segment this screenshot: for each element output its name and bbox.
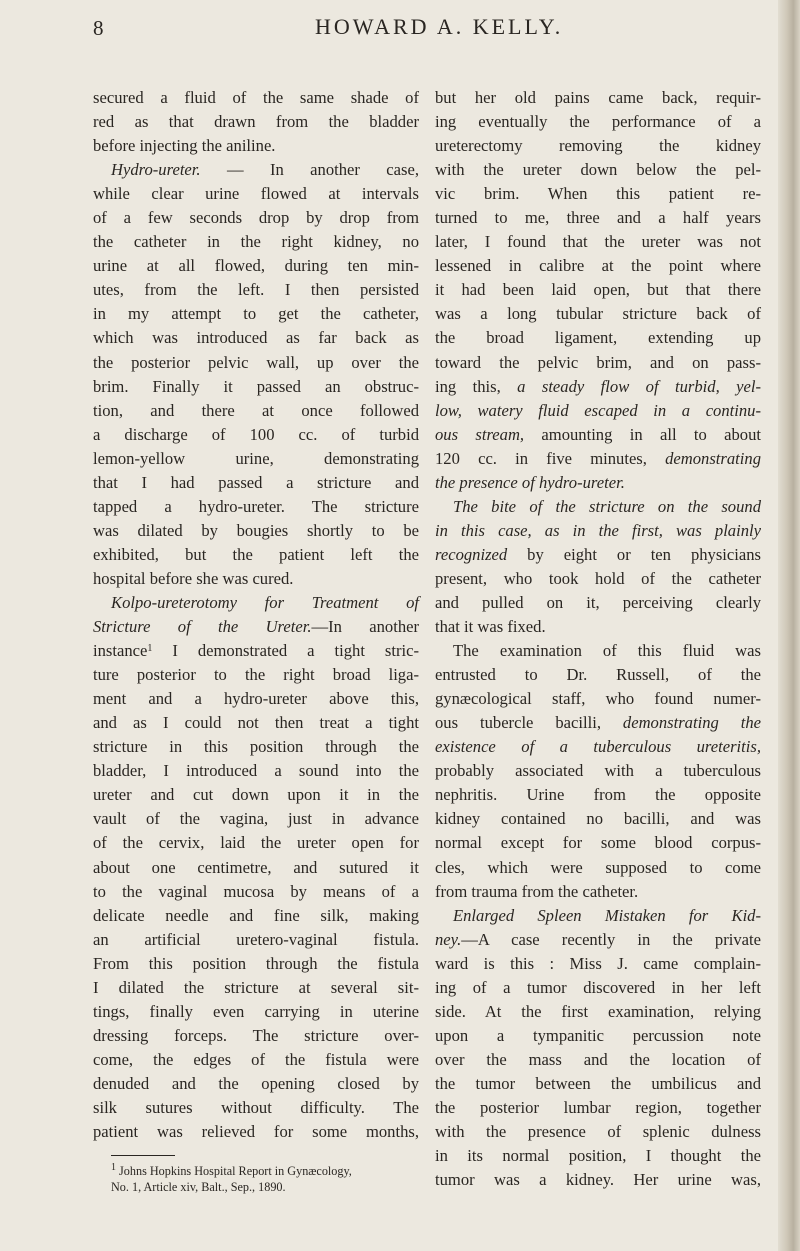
section-heading-enlarged-spleen: Enlarged Spleen Mistaken for Kid- <box>453 905 761 925</box>
left-line: tapped a hydro-ureter. The stricture <box>93 496 419 516</box>
right-line: later, I found that the ureter was not <box>435 232 761 252</box>
italic-phrase: recognized <box>435 544 508 564</box>
right-line: gynæcological staff, who found numer- <box>435 689 761 709</box>
italic-phrase: ous stream, <box>435 424 525 444</box>
section-heading-enlarged-spleen: ney. <box>435 929 462 949</box>
right-line: ing eventually the performance of a <box>435 112 761 132</box>
left-column <box>93 86 419 1144</box>
left-line: instance$^1$ I demonstrated a tight stric- <box>93 641 419 661</box>
left-line: Stricture of the Ureter.—In another <box>93 617 420 637</box>
page-number: 8 <box>93 16 105 40</box>
section-heading-hydro-ureter: Hydro-ureter. <box>111 160 201 180</box>
right-line: ney.—A case recently in the private <box>435 929 761 949</box>
left-line: tion, and there at once followed <box>93 400 419 420</box>
right-line: ous stream, amounting in all to about <box>435 424 761 444</box>
right-line: vic brim. When this patient re- <box>435 184 761 204</box>
italic-phrase: demonstrating <box>665 448 761 468</box>
right-line: tumor was a kidney. Her urine was, <box>435 1170 761 1190</box>
right-line: from trauma from the catheter. <box>435 881 639 901</box>
right-line: probably associated with a tuberculous <box>435 761 761 781</box>
left-line: brim. Finally it passed an obstruc- <box>93 376 419 396</box>
italic-phrase: The bite of the stricture on the sound <box>453 496 761 516</box>
right-line: ing of a tumor discovered in her left <box>435 977 761 997</box>
footnote-line <box>111 1163 421 1179</box>
right-line: but her old pains came back, requir- <box>435 88 761 107</box>
italic-phrase: demonstrating the <box>622 713 761 733</box>
right-line <box>435 399 761 423</box>
left-line: of a few seconds drop by drop from <box>93 208 419 228</box>
right-line: was a long tubular stricture back of <box>435 304 761 324</box>
running-head: HOWARD A. KELLY. <box>315 14 564 39</box>
right-line <box>435 471 761 495</box>
left-line: ureter and cut down upon it in the <box>93 785 419 805</box>
right-line: The examination of this fluid was <box>453 641 761 661</box>
right-line: with the ureter down below the pel- <box>435 160 761 180</box>
left-line: secured a fluid of the same shade of <box>93 88 419 107</box>
left-line: about one centimetre, and sutured it <box>93 857 419 877</box>
left-line: vault of the vagina, just in advance <box>93 809 419 829</box>
italic-phrase: low, watery fluid escaped in a continu- <box>435 400 761 420</box>
footnote <box>111 1163 421 1195</box>
left-line: of the cervix, laid the ureter open for <box>93 833 419 853</box>
footnote-number: 1 <box>111 1162 116 1173</box>
left-line: the posterior pelvic wall, up over the <box>93 352 419 372</box>
left-line: before injecting the aniline. <box>93 136 276 156</box>
right-line: turned to me, three and a half years <box>435 208 761 228</box>
left-line: dressing forceps. The stricture over- <box>93 1025 419 1045</box>
left-line: in my attempt to get the catheter, <box>93 304 419 324</box>
left-line: which was introduced as far back as <box>93 328 419 348</box>
right-line: it had been laid open, but that there <box>435 280 761 300</box>
right-line: ureterectomy removing the kidney <box>435 136 761 156</box>
left-line: bladder, I introduced a sound into the <box>93 761 419 781</box>
left-line: a discharge of 100 cc. of turbid <box>93 424 419 444</box>
left-line: to the vaginal mucosa by means of a <box>93 881 419 901</box>
right-line: the tumor between the umbilicus and <box>435 1073 761 1093</box>
left-line: From this position through the fistula <box>93 953 419 973</box>
italic-phrase: a steady flow of turbid, yel- <box>517 376 761 396</box>
footnote-rule <box>111 1155 175 1156</box>
footnote-line: No. 1, Article xiv, Balt., Sep., 1890. <box>111 1180 286 1194</box>
italic-phrase: in this case, as in the first, was plainly <box>435 520 761 540</box>
left-line: lemon-yellow urine, demonstrating <box>93 448 419 468</box>
right-line: the broad ligament, extending up <box>435 328 761 348</box>
page-edge <box>778 0 800 1251</box>
left-line: while clear urine flowed at intervals <box>93 184 419 204</box>
right-line <box>435 519 761 543</box>
right-line <box>435 904 761 928</box>
section-heading-kolpo-ureterotomy: Kolpo-ureterotomy for Treatment of <box>111 592 419 612</box>
left-line: urine at all flowed, during ten min- <box>93 256 419 276</box>
left-line: denuded and the opening closed by <box>93 1073 419 1093</box>
left-line: utes, from the left. I then persisted <box>93 280 419 300</box>
left-line: stricture in this position through the <box>93 737 419 757</box>
right-line: side. At the first examination, relying <box>435 1001 761 1021</box>
left-line: delicate needle and fine silk, making <box>93 905 419 925</box>
left-line: Hydro-ureter. — In another case, <box>111 160 419 180</box>
right-line: over the mass and the location of <box>435 1049 761 1069</box>
right-line: present, who took hold of the catheter <box>435 568 761 588</box>
right-line: entrusted to Dr. Russell, of the <box>435 665 761 685</box>
right-line: ing this, a steady flow of turbid, yel- <box>435 376 761 396</box>
left-line: the catheter in the right kidney, no <box>93 232 419 252</box>
left-line: come, the edges of the fistula were <box>93 1049 419 1069</box>
left-line: I dilated the stricture at several sit- <box>93 977 419 997</box>
right-line: recognized by eight or ten physicians <box>435 544 761 564</box>
section-heading-stricture: Stricture of the Ureter. <box>93 617 312 637</box>
right-line: in its normal position, I thought the <box>435 1146 761 1166</box>
left-line: silk sutures without difficulty. The <box>93 1097 419 1117</box>
left-line: ture posterior to the right broad liga- <box>93 665 419 685</box>
right-line: that it was fixed. <box>435 617 546 637</box>
right-line: ward is this : Miss J. came complain- <box>435 953 761 973</box>
right-line: toward the pelvic brim, and on pass- <box>435 352 761 372</box>
left-line: patient was relieved for some months, <box>93 1122 419 1142</box>
footnote-marker: 1 <box>147 643 153 655</box>
left-line: and as I could not then treat a tight <box>93 713 419 733</box>
right-line: kidney contained no bacilli, and was <box>435 809 761 829</box>
right-line: upon a tympanitic percussion note <box>435 1025 761 1045</box>
left-line: ment and a hydro-ureter above this, <box>93 689 419 709</box>
left-line: exhibited, but the patient left the <box>93 544 419 564</box>
left-line: that I had passed a stricture and <box>93 472 419 492</box>
left-line: red as that drawn from the bladder <box>93 112 419 132</box>
italic-phrase: existence of a tuberculous ureteritis, <box>435 737 761 757</box>
right-line: normal except for some blood corpus- <box>435 833 761 853</box>
left-line <box>93 591 419 615</box>
right-line: cles, which were supposed to come <box>435 857 761 877</box>
right-line: lessened in calibre at the point where <box>435 256 761 276</box>
left-line: was dilated by bougies shortly to be <box>93 520 419 540</box>
left-line: hospital before she was cured. <box>93 568 294 588</box>
right-line: with the presence of splenic dulness <box>435 1122 761 1142</box>
right-line: ous tubercle bacilli, demonstrating the <box>435 713 761 733</box>
right-line <box>435 495 761 519</box>
left-line: tings, finally even carrying in uterine <box>93 1001 419 1021</box>
right-line: nephritis. Urine from the opposite <box>435 785 761 805</box>
footnote-text: Johns Hopkins Hospital Report in Gynæcology, <box>119 1164 352 1178</box>
italic-phrase: the presence of hydro-ureter. <box>435 472 625 492</box>
right-line <box>435 735 761 759</box>
right-line: the posterior lumbar region, together <box>435 1097 761 1117</box>
right-column <box>435 86 761 1192</box>
left-line: an artificial uretero-vaginal fistula. <box>93 929 419 949</box>
right-line: 120 cc. in five minutes, demonstrating <box>435 448 761 468</box>
right-line: and pulled on it, perceiving clearly <box>435 592 761 612</box>
